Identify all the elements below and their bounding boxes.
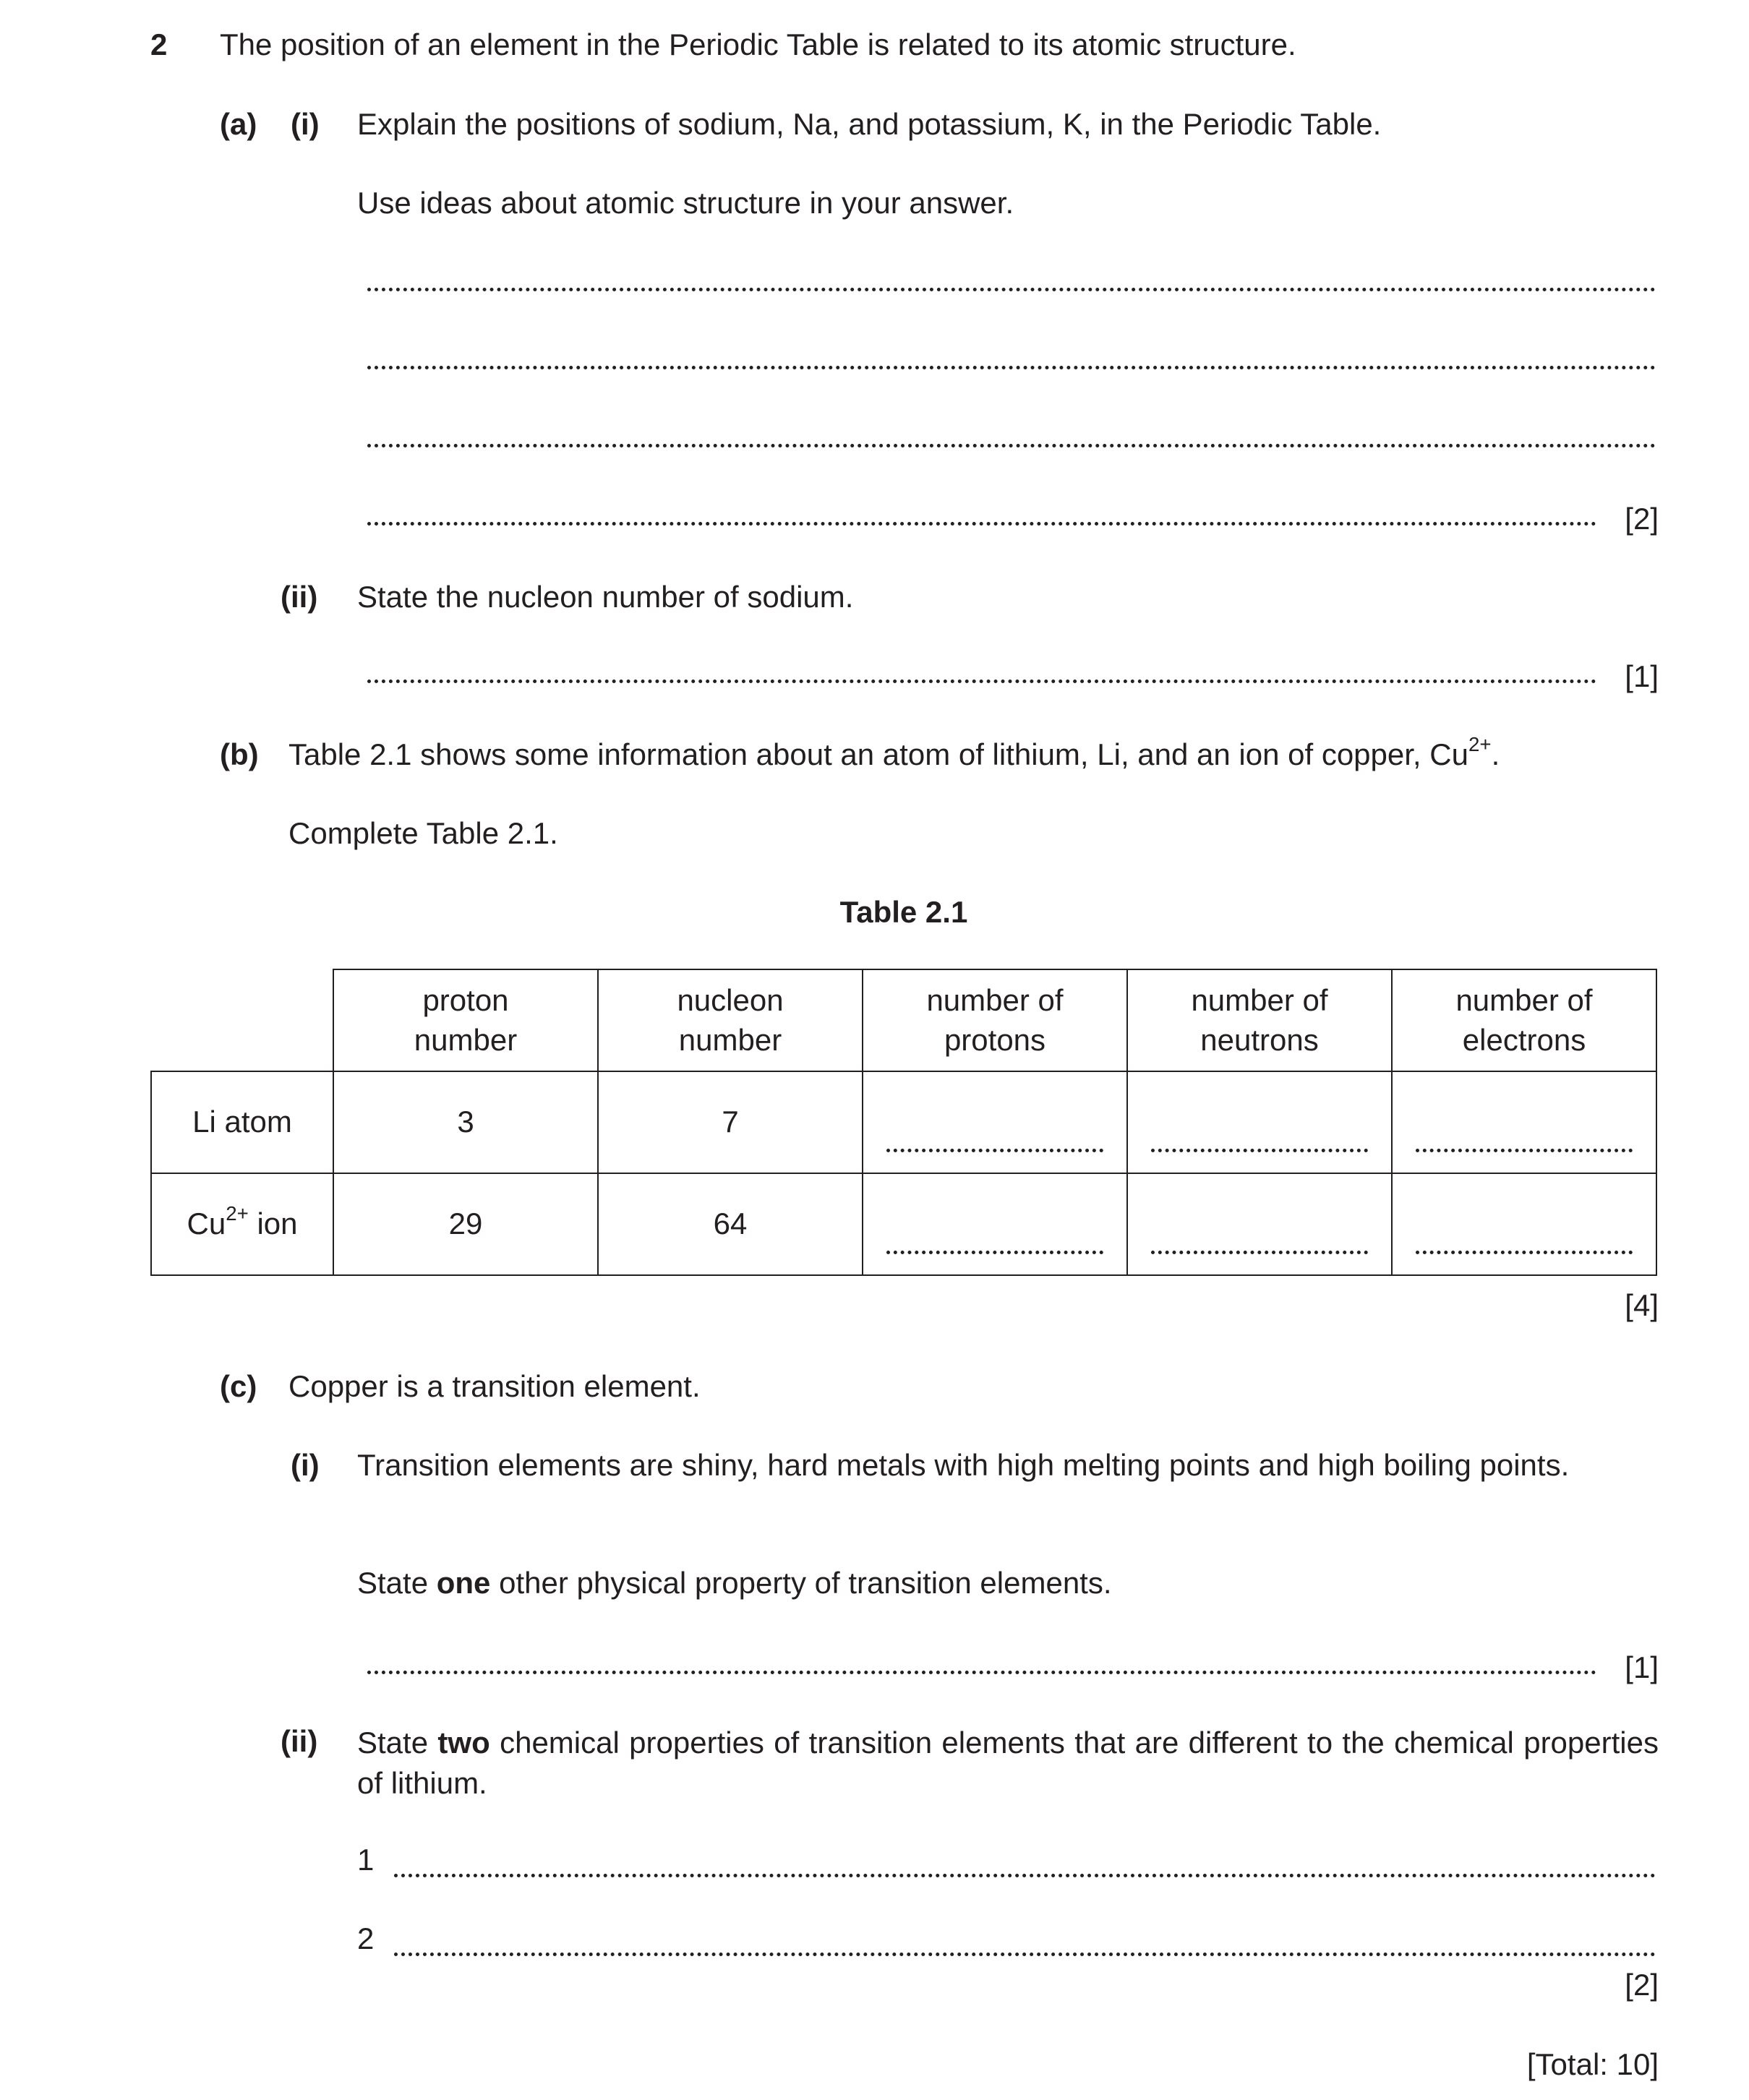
answer-line-li-protons[interactable] [886, 1149, 1103, 1152]
answer-line-c-ii-1[interactable] [394, 1874, 1656, 1877]
answer-line-li-neutrons[interactable] [1151, 1149, 1368, 1152]
part-c-ii-prompt-bold: two [437, 1726, 490, 1760]
part-a-i-question: Explain the positions of sodium, Na, and potassium, K, in the Periodic Table. [357, 107, 1382, 141]
table-2-1 [150, 969, 1657, 1276]
table-title: Table 2.1 [839, 895, 968, 929]
part-c-i-prompt [357, 1564, 1112, 1603]
cu-electrons-answer[interactable] [1392, 1173, 1656, 1275]
part-c-i-prompt-bold: one [436, 1566, 491, 1600]
part-b-text-sup: 2+ [1468, 732, 1492, 755]
part-c-ii-prompt-post: chemical properties of transition elements that are different to the chemical properties of lithium. [357, 1726, 1659, 1800]
table-header-row [151, 969, 1656, 1071]
marks-c-ii: [2] [1625, 1968, 1659, 2002]
part-c-i-prompt-post: other physical property of transition elements. [490, 1566, 1112, 1600]
marks-a-i: [2] [1625, 502, 1659, 536]
part-c-ii-label: (ii) [281, 1724, 318, 1758]
answer-line-a-ii[interactable] [367, 680, 1596, 683]
part-a-i-instruction: Use ideas about atomic structure in your answer. [357, 186, 1014, 220]
part-b-label: (b) [220, 737, 259, 771]
part-a-ii-label: (ii) [281, 580, 318, 614]
part-c-ii-item-1-number: 1 [357, 1843, 375, 1877]
answer-line-c-i[interactable] [367, 1671, 1596, 1674]
part-c-label: (c) [220, 1369, 257, 1403]
answer-line-a-i-2[interactable] [367, 366, 1656, 369]
li-nucleon-number: 7 [598, 1071, 863, 1173]
total-marks: [Total: 10] [1526, 2047, 1659, 2081]
row-label-cu [151, 1173, 333, 1275]
li-electrons-answer[interactable] [1392, 1071, 1656, 1173]
answer-line-cu-electrons[interactable] [1416, 1251, 1633, 1254]
marks-a-ii: [1] [1625, 659, 1659, 693]
cu-proton-number: 29 [333, 1173, 598, 1275]
part-c-i-prompt-pre: State [357, 1566, 437, 1600]
question-number: 2 [150, 27, 168, 61]
part-b-text-end: . [1491, 737, 1500, 771]
row-label-cu-sup: 2+ [226, 1202, 249, 1225]
cu-protons-answer[interactable] [863, 1173, 1127, 1275]
question-stem: The position of an element in the Periodic Table is related to its atomic structure. [220, 27, 1296, 61]
answer-line-a-i-1[interactable] [367, 288, 1656, 291]
part-c-i-label: (i) [291, 1448, 320, 1482]
part-b-text-main: Table 2.1 shows some information about an atom of lithium, Li, and an ion of copper, Cu [288, 737, 1468, 771]
part-b-instruction: Complete Table 2.1. [288, 816, 558, 850]
part-a-i-label: (i) [291, 107, 320, 141]
part-c-i-text: Transition elements are shiny, hard metals with high melting points and high boiling points. [357, 1448, 1570, 1482]
table-row-li [151, 1071, 1656, 1173]
part-c-ii-item-2-number: 2 [357, 1921, 375, 1955]
header-nucleon-number: nucleon number [598, 969, 863, 1071]
part-b-text [288, 732, 1500, 774]
row-label-li [151, 1071, 333, 1173]
answer-line-c-ii-2[interactable] [394, 1953, 1656, 1956]
answer-line-li-electrons[interactable] [1416, 1149, 1633, 1152]
part-a-label: (a) [220, 107, 257, 141]
row-label-cu-text: Cu [187, 1207, 226, 1241]
header-number-of-protons: number of protons [863, 969, 1127, 1071]
row-label-cu-end: ion [248, 1207, 298, 1241]
li-protons-answer[interactable] [863, 1071, 1127, 1173]
cu-nucleon-number: 64 [598, 1173, 863, 1275]
part-c-ii-prompt [357, 1723, 1659, 1804]
table-corner [151, 969, 333, 1071]
header-proton-number: proton number [333, 969, 598, 1071]
row-label-li-text: Li atom [192, 1105, 292, 1139]
header-number-of-electrons: number of electrons [1392, 969, 1656, 1071]
part-c-text: Copper is a transition element. [288, 1369, 701, 1403]
answer-line-a-i-4[interactable] [367, 522, 1596, 526]
part-a-ii-question: State the nucleon number of sodium. [357, 580, 854, 614]
marks-b: [4] [1625, 1288, 1659, 1322]
part-c-ii-prompt-pre: State [357, 1726, 438, 1760]
answer-line-cu-neutrons[interactable] [1151, 1251, 1368, 1254]
cu-neutrons-answer[interactable] [1127, 1173, 1392, 1275]
answer-line-a-i-3[interactable] [367, 444, 1656, 447]
marks-c-i: [1] [1625, 1650, 1659, 1684]
table-row-cu [151, 1173, 1656, 1275]
li-proton-number: 3 [333, 1071, 598, 1173]
li-neutrons-answer[interactable] [1127, 1071, 1392, 1173]
answer-line-cu-protons[interactable] [886, 1251, 1103, 1254]
header-number-of-neutrons: number of neutrons [1127, 969, 1392, 1071]
